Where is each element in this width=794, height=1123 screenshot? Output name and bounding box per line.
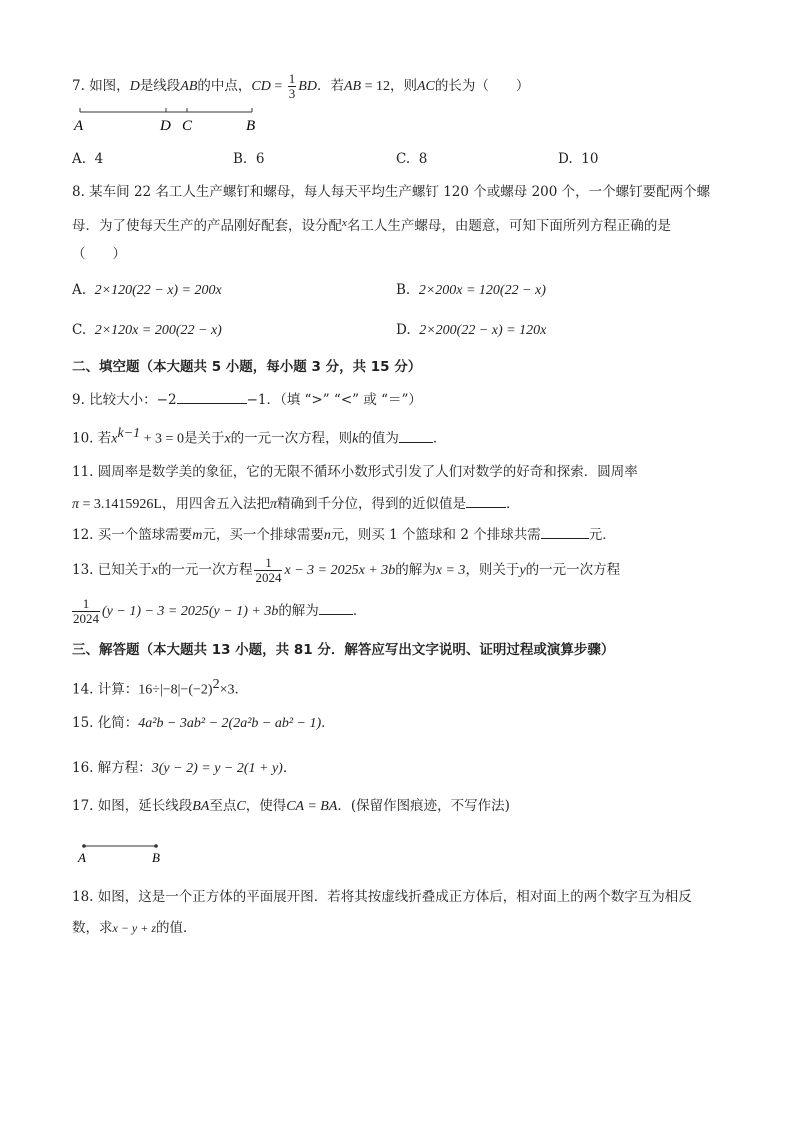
q11-pi-value: = 3.1415926L: [79, 497, 162, 512]
q11-text-c: 精确到千分位，得到的近似值是: [276, 496, 466, 512]
q16-text-b: ．: [282, 760, 297, 776]
option-letter: C.: [72, 322, 87, 338]
q9-answer-blank[interactable]: [177, 389, 247, 404]
q17-line: [72, 796, 510, 817]
q16-expression: 3(y − 2) = y − 2(1 + y): [151, 761, 283, 776]
option-letter: B.: [233, 151, 248, 167]
option-letter: D.: [558, 151, 573, 167]
q7-ab-value: = 12: [361, 79, 390, 94]
q11-pi-2: π: [269, 497, 277, 512]
q17-var-ba: BA: [192, 799, 210, 814]
q18-text-a: 数，求: [72, 920, 113, 936]
q12-var-m: m: [192, 528, 203, 543]
q13-var-x: x: [151, 563, 158, 578]
q13-answer-blank[interactable]: [319, 600, 353, 615]
point-b: [154, 844, 158, 848]
q14-text-a: 14. 计算：: [72, 681, 139, 698]
q10-var-x: x: [111, 431, 118, 447]
q13-solution: x = 3: [435, 563, 466, 578]
q11-text-d: ．: [505, 496, 520, 512]
q13-text-g: ．: [352, 603, 367, 619]
option-value: 2×120x = 200(22 − x): [94, 323, 222, 338]
q10-text-a: 10. 若: [72, 430, 112, 447]
q13-equation-2: (y − 1) − 3 = 2025(y − 1) + 3b: [102, 604, 279, 619]
q15-text-b: ．: [321, 715, 335, 731]
q7-frac-num: 1: [288, 71, 296, 86]
q7-option-c: [396, 149, 427, 169]
q7-var-ab: AB: [180, 79, 198, 94]
q10-var-x-2: x: [224, 431, 231, 447]
section-3-heading: 三、解答题（本大题共 13 小题，共 81 分．解答应写出文字说明、证明过程或演算步骤）: [72, 642, 615, 658]
q8-option-b: [396, 280, 546, 301]
q7-option-a: [72, 149, 103, 169]
label-c: C: [182, 118, 193, 134]
option-letter: A.: [72, 282, 87, 298]
option-letter: B.: [396, 282, 411, 298]
q13-text-f: 的解为: [278, 603, 319, 619]
q8-option-d: [396, 320, 546, 341]
q15-text-a: 15. 化简：: [72, 715, 139, 731]
q17-text-b: 至点: [209, 798, 237, 814]
q15-expression: 4a²b − 3ab² − 2(2a²b − ab² − 1): [138, 716, 322, 731]
q7-var-cd: CD: [251, 79, 271, 94]
q7-line: [72, 72, 529, 101]
q16-line: [72, 758, 296, 779]
q7-equals: =: [270, 79, 286, 94]
q18-expression: x − y + z: [112, 921, 157, 935]
q18-line-2: [72, 918, 197, 938]
option-value: 4: [94, 151, 104, 167]
q9-line: [72, 389, 422, 410]
q7-text-3: 的中点，: [197, 78, 252, 94]
q8-text-b: 名工人生产螺母，由题意，可知下面所列方程正确的是: [346, 218, 671, 234]
option-value: 6: [255, 151, 265, 167]
q7-frac-den: 3: [288, 86, 296, 101]
q17-segment-figure: [74, 838, 174, 868]
q13-text-a: 13. 已知关于: [72, 562, 152, 578]
q10-line: [72, 424, 446, 450]
q16-text-a: 16. 解方程：: [72, 760, 152, 776]
q8-option-c: [72, 320, 222, 341]
q7-option-b: [233, 149, 264, 169]
option-letter: D.: [396, 322, 411, 338]
q12-text-c: 元，则买 1 个篮球和 2 个排球共需: [330, 527, 541, 543]
q8-var-x: x: [342, 217, 347, 229]
q13-text-e: 的一元一次方程: [525, 562, 621, 578]
q13-frac-den: 2024: [255, 570, 282, 585]
q11-line-1: 11. 圆周率是数学美的象征，它的无限不循环小数形式引发了人们对数学的好奇和探索．圆周率: [72, 464, 638, 480]
q7-text-1: 如图，: [89, 78, 130, 94]
q14-line: [72, 675, 248, 701]
q10-var-k: k: [352, 431, 359, 447]
section-2-heading: 二、填空题（本大题共 5 小题，每小题 3 分，共 15 分）: [72, 359, 422, 375]
q14-expression-tail: ×3: [219, 682, 235, 698]
q13-frac2-num: 1: [72, 597, 100, 612]
q13-var-y: y: [519, 563, 526, 578]
q8-option-a: [72, 280, 222, 301]
q13-text-b: 的一元一次方程: [157, 562, 253, 578]
q14-exponent: 2: [212, 677, 220, 692]
q7-text-5: ，则: [389, 78, 417, 94]
q18-line-1: 18. 如图，这是一个正方体的平面展开图．若将其按虚线折叠成正方体后，相对面上的两个数字互为相反: [72, 889, 692, 905]
q12-line: [72, 524, 616, 546]
q10-text-e: 的值为: [358, 430, 399, 447]
q12-text-a: 12. 买一个篮球需要: [72, 527, 193, 543]
q7-var-ab-2: AB: [343, 79, 362, 94]
q17-equation: CA = BA: [286, 799, 338, 814]
q13-text-c: 的解为: [395, 562, 436, 578]
q17-var-c: C: [236, 799, 246, 814]
q7-var-bd: BD: [298, 79, 317, 94]
option-value: 2×200(22 − x) = 120x: [419, 323, 547, 338]
q7-text-2: 是线段: [139, 78, 181, 94]
q8-line-2: [72, 213, 671, 236]
label-b: B: [246, 118, 256, 134]
q7-text-6: 的长为（ ）: [434, 78, 530, 94]
q13-fraction-2: [72, 597, 100, 626]
q10-equation: + 3 = 0: [140, 431, 184, 447]
q10-text-f: ．: [432, 430, 447, 447]
q13-fraction-1: [254, 556, 282, 585]
q17-text-d: ．(保留作图痕迹，不写作法): [337, 798, 510, 814]
q17-text-a: 17. 如图，延长线段: [72, 798, 193, 814]
q14-expression: 16÷|−8|−(−2): [138, 682, 213, 698]
option-value: 2×200x = 120(22 − x): [418, 283, 546, 298]
q11-text-b: ，用四舍五入法把: [161, 496, 270, 512]
q7-text-4: ．若: [316, 78, 344, 94]
q7-var-ac: AC: [416, 79, 435, 94]
q7-segment-figure: [72, 104, 272, 134]
q10-text-d: 的一元一次方程，则: [230, 430, 353, 447]
q13-frac-num: 1: [254, 556, 282, 571]
option-value: 2×120(22 − x) = 200x: [94, 283, 222, 298]
q7-var-d: D: [129, 79, 140, 94]
q7-number: 7.: [72, 78, 85, 94]
q17-text-c: ，使得: [245, 798, 287, 814]
q9-text-a: 9. 比较大小：−2: [72, 392, 177, 408]
q15-line: [72, 713, 335, 734]
q11-pi: π: [72, 497, 80, 512]
q13-text-d: ，则关于: [465, 562, 520, 578]
q11-line-2: [72, 493, 519, 515]
q13-line-1: [72, 555, 620, 586]
q12-text-b: 元，买一个排球需要: [202, 527, 324, 543]
q10-answer-blank[interactable]: [399, 428, 433, 443]
label-a: A: [78, 850, 86, 865]
point-a: [82, 844, 86, 848]
q13-frac2-den: 2024: [73, 611, 99, 626]
q14-text-c: ．: [234, 681, 248, 698]
option-value: 10: [581, 151, 599, 167]
q8-line-3: （ ）: [72, 246, 126, 262]
q13-line-2: [70, 596, 366, 627]
option-value: 8: [418, 151, 428, 167]
q9-text-b: −1．（填 “>” “<” 或 “＝”）: [246, 392, 422, 408]
q8-line-1: 8. 某车间 22 名工人生产螺钉和螺母，每人每天平均生产螺钉 120 个或螺母 200 个，一个螺钉要配两个螺: [72, 184, 711, 200]
q10-exponent: k−1: [117, 426, 141, 441]
q7-fraction: [288, 72, 297, 101]
q10-text-c: 是关于: [183, 430, 225, 447]
label-d: D: [160, 118, 171, 134]
q12-text-d: 元．: [588, 527, 616, 543]
q12-var-n: n: [323, 528, 331, 543]
label-b: B: [152, 850, 160, 865]
q11-answer-blank[interactable]: [466, 493, 506, 508]
option-letter: C.: [396, 151, 411, 167]
q18-text-b: 的值．: [156, 920, 197, 936]
q12-answer-blank[interactable]: [541, 524, 589, 539]
q7-option-d: [558, 149, 598, 169]
q8-text-a: 母．为了使每天生产的产品刚好配套，设分配: [72, 218, 342, 234]
label-a: A: [74, 118, 84, 134]
q13-equation-1: x − 3 = 2025x + 3b: [284, 563, 396, 578]
option-letter: A.: [72, 151, 87, 167]
